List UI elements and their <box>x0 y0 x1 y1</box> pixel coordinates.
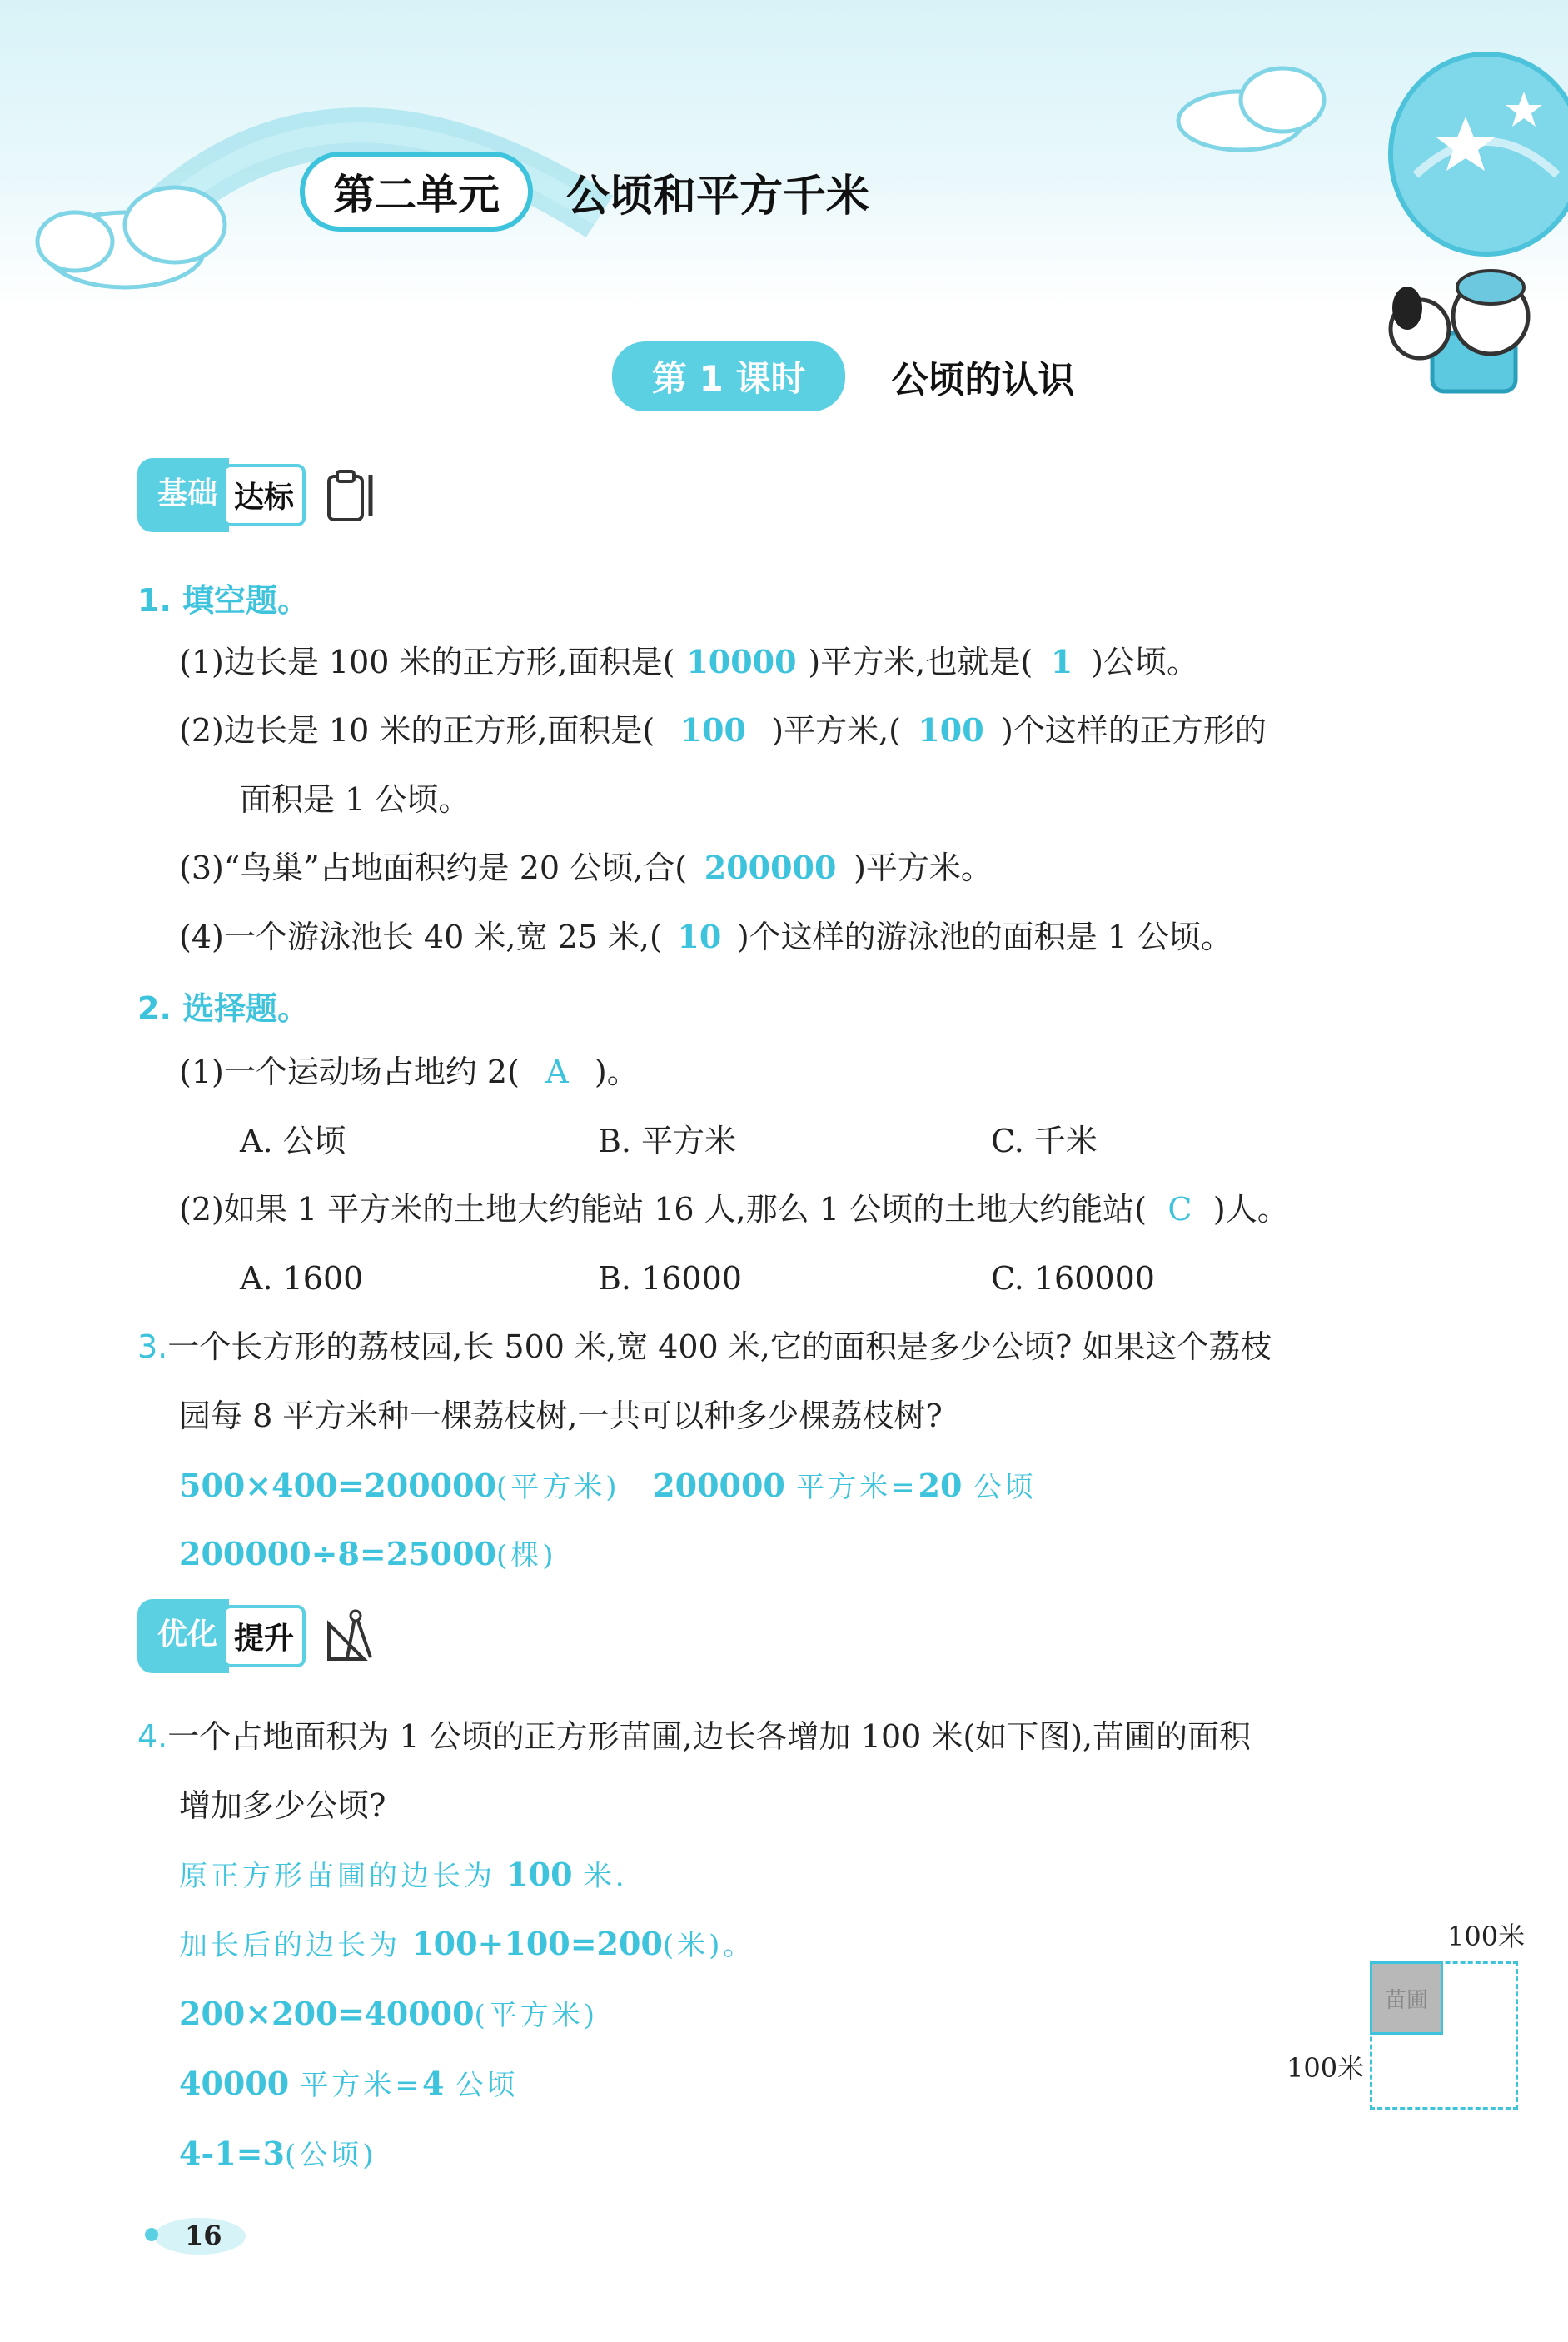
tag2-label-b: 提升 <box>222 1605 306 1667</box>
unit-title <box>300 154 869 229</box>
q4-text-2: 增加多少公顷? <box>179 1787 386 1824</box>
q3-text-1: 一个长方形的荔枝园,长 500 米,宽 400 米,它的面积是多少公顷? 如果这个荔枝 <box>167 1328 1272 1365</box>
q4-number: 4. <box>137 1718 168 1755</box>
q2-1-answer: A <box>545 1054 569 1090</box>
cloud-left-icon <box>37 187 225 287</box>
q2-item-2 <box>179 1188 1289 1230</box>
q3-ans2-a: 200000÷8=25000 <box>179 1535 496 1572</box>
q4-step-4 <box>179 2062 519 2103</box>
q1-2-text-a: (2)边长是 10 米的正方形,面积是( <box>179 712 655 749</box>
q1-3-text-b: )平方米。 <box>854 850 993 886</box>
lesson-label: 第 1 课时 <box>612 341 845 411</box>
q3-ans1-a: 500×400=200000 <box>179 1467 496 1504</box>
q3-text-2: 园每 8 平方米种一棵荔枝树,一共可以种多少棵荔枝树? <box>179 1398 943 1434</box>
lesson-title: 公顷的认识 <box>891 359 1075 401</box>
q1-1-answer-1: 10000 <box>686 643 797 680</box>
q3-ans1-f: 公顷 <box>973 1471 1037 1504</box>
q1-2-text-b: )平方米,( <box>771 712 901 749</box>
q4-s4-b: 平方米= <box>300 2069 422 2102</box>
original-square: 苗圃 <box>1370 1961 1443 2035</box>
q4-step-2 <box>179 1922 754 1963</box>
lesson-header <box>612 341 1074 411</box>
q2-2-answer: C <box>1167 1191 1192 1228</box>
q4-s5-b: (公顷) <box>284 2139 377 2172</box>
clipboard-icon <box>322 466 381 525</box>
tag-label-a: 基础 <box>137 458 229 532</box>
q4-s1-b: 100 <box>506 1856 573 1893</box>
q4-s5-a: 4-1=3 <box>179 2135 285 2172</box>
q4-s1-a: 原正方形苗圃的边长为 <box>179 1860 495 1893</box>
q1-1-text-c: )公顷。 <box>1091 644 1198 680</box>
q1-2-answer-1: 100 <box>679 711 746 749</box>
q1-1-text-a: (1)边长是 100 米的正方形,面积是( <box>179 644 675 680</box>
cloud-right-icon <box>1178 68 1324 150</box>
ruler-compass-icon <box>322 1607 381 1666</box>
q2-2-text-a: (2)如果 1 平方米的土地大约能站 16 人,那么 1 公顷的土地大约能站( <box>179 1191 1147 1228</box>
q2-1-option-b: B. 平方米 <box>598 1123 737 1159</box>
tag2-label-a: 优化 <box>137 1599 229 1673</box>
unit-topic: 公顷和平方千米 <box>566 171 870 222</box>
q1-item-2 <box>179 710 1267 751</box>
q4-s3-a: 200×200=40000 <box>179 1995 475 2032</box>
q4-s3-b: (平方米) <box>474 1999 599 2032</box>
q3-ans1-c: 200000 <box>653 1467 785 1504</box>
hot-air-balloon-icon <box>1391 54 1568 391</box>
q4-s1-c: 米. <box>583 1860 628 1893</box>
q2-1-text-a: (1)一个运动场占地约 2( <box>179 1054 520 1090</box>
q1-3-text-a: (3)“鸟巢”占地面积约是 20 公顷,合( <box>179 850 688 886</box>
q3-ans2-b: (棵) <box>495 1539 557 1572</box>
q3-ans1-e: 20 <box>918 1467 963 1504</box>
q1-4-answer: 10 <box>677 918 722 955</box>
q3-answer-2 <box>179 1532 557 1573</box>
q4-step-5 <box>179 2132 376 2173</box>
q3-line-1 <box>137 1326 1272 1368</box>
q4-s4-d: 公顷 <box>455 2069 519 2102</box>
q1-2-text-c: )个这样的正方形的 <box>1000 712 1267 749</box>
q3-answer-1 <box>179 1464 1037 1505</box>
q2-1-option-c: C. 千米 <box>991 1123 1098 1159</box>
q3-number: 3. <box>137 1328 168 1365</box>
section-tag-basic <box>137 458 381 532</box>
q4-s2-c: (米)。 <box>662 1929 755 1962</box>
q4-s4-a: 40000 <box>179 2065 290 2102</box>
q1-item-4 <box>179 916 1232 958</box>
q2-1-option-a: A. 公顷 <box>240 1123 346 1159</box>
q1-item-1 <box>179 641 1198 683</box>
section-tag-advanced <box>137 1599 381 1673</box>
tag-label-b: 达标 <box>222 464 306 526</box>
page-number: 16 <box>185 2220 222 2251</box>
q2-2-option-a: A. 1600 <box>240 1260 364 1297</box>
q1-item-3 <box>179 847 993 889</box>
q1-2-continuation: 面积是 1 公顷。 <box>240 781 470 818</box>
q1-title: 1. 填空题。 <box>137 582 310 619</box>
q2-2-option-b: B. 16000 <box>598 1260 742 1297</box>
q2-item-1 <box>179 1051 639 1093</box>
unit-label: 第二单元 <box>300 152 533 232</box>
q2-1-text-b: )。 <box>594 1054 639 1090</box>
q4-step-1 <box>179 1853 628 1894</box>
q4-s2-a: 加长后的边长为 <box>179 1929 401 1962</box>
q1-3-answer: 200000 <box>704 849 837 886</box>
q4-s2-b: 100+100=200 <box>411 1925 663 1962</box>
q3-ans1-d: 平方米= <box>796 1471 918 1504</box>
figure-label-left: 100米 <box>1287 2052 1365 2084</box>
q1-1-answer-2: 1 <box>1050 643 1073 680</box>
q1-2-answer-2: 100 <box>918 711 984 749</box>
q4-text-1: 一个占地面积为 1 公顷的正方形苗圃,边长各增加 100 米(如下图),苗圃的面积 <box>167 1718 1252 1755</box>
q4-line-1 <box>137 1716 1251 1757</box>
q2-2-text-b: )人。 <box>1212 1191 1289 1228</box>
q2-2-option-c: C. 160000 <box>991 1260 1155 1297</box>
q1-4-text-b: )个这样的游泳池的面积是 1 公顷。 <box>736 919 1233 955</box>
q3-ans1-b: (平方米) <box>495 1471 620 1504</box>
q4-step-3 <box>179 1992 598 2033</box>
q1-4-text-a: (4)一个游泳池长 40 米,宽 25 米,( <box>179 919 662 955</box>
q4-s4-c: 4 <box>421 2065 445 2102</box>
figure-label-top: 100米 <box>1447 1921 1526 1952</box>
q1-1-text-b: )平方米,也就是( <box>808 644 1033 680</box>
q2-title: 2. 选择题。 <box>137 990 310 1027</box>
